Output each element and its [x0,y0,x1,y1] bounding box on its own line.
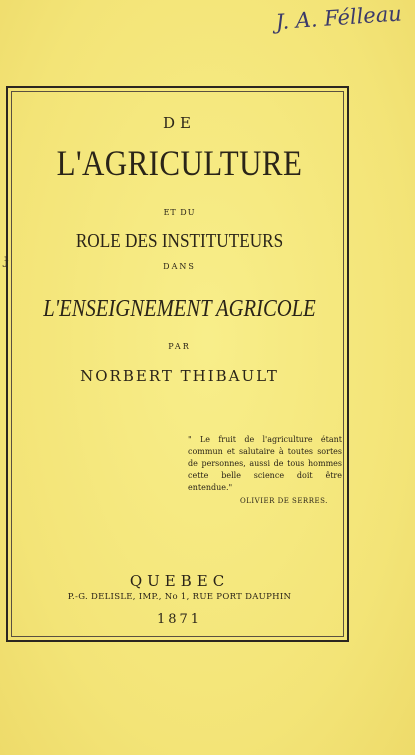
author-name: NORBERT THIBAULT [80,367,279,385]
imprint-year: 1871 [156,612,203,627]
title-main: L'AGRICULTURE [56,143,303,183]
title-frame [6,86,349,642]
title-et-du: ET DU [163,208,196,217]
title-enseignement: L'ENSEIGNEMENT AGRICOLE [43,296,316,322]
epigraph-attribution: OLIVIER DE SERRES. [240,497,328,505]
margin-mark-icon: ɟ [4,252,9,268]
title-de: DE [163,114,196,132]
epigraph-text: " Le fruit de l'agriculture étant commun et salutaire à toutes sortes de personnes, aussi de tous hommes cette belle science doit être entendue." [188,435,342,492]
byline-par: PAR [168,342,191,351]
title-role: ROLE DES INSTITUTEURS [75,230,284,252]
imprint-city: QUEBEC [129,572,230,590]
title-dans: DANS [163,262,196,271]
handwritten-signature: J. A. Félleau [274,1,403,35]
imprint-printer: P.-G. DELISLE, IMP., No 1, RUE PORT DAUPHIN [67,592,292,602]
